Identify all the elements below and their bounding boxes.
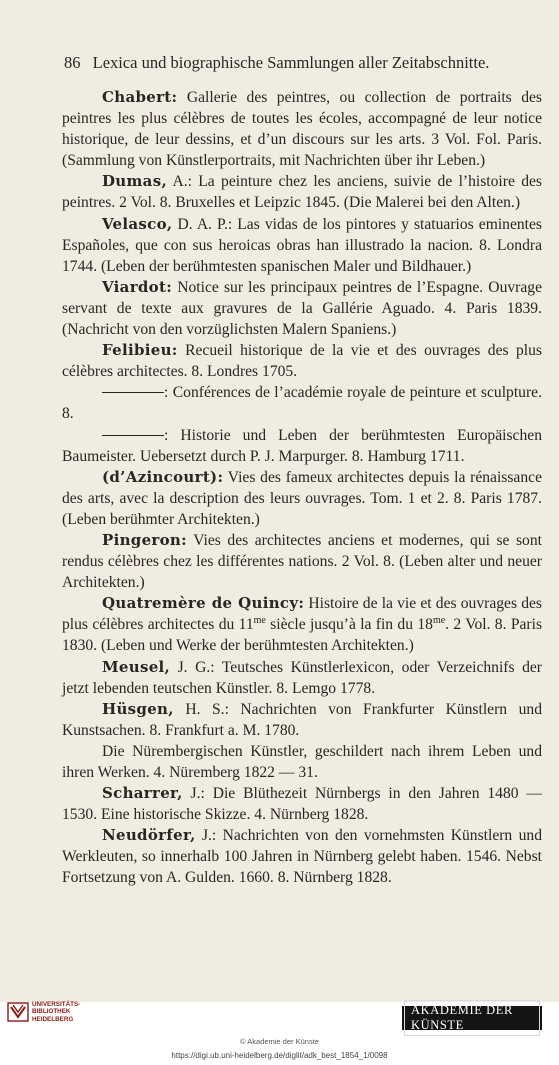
entry-text: : Historie und Leben der berühmtesten Europäischen Baumeister. Uebersetzt durch P. J. Marpurger. 8. Hamburg 1711. [62, 426, 542, 465]
entry-author: Meusel, [102, 657, 171, 676]
entry-author: Scharrer, [102, 784, 183, 803]
entry-text: D. A. P.: Las vidas de los pintores y statuarios eminentes Españoles, que con sus heroicas obras han illustrado la nacion. 8. Londra 1744. (Leben der berühmtesten spanischen Maler und Bildhauer.) [62, 215, 542, 275]
entry-text: J.: Die Blüthezeit Nürnbergs in den Jahren 1480 — 1530. Eine historische Skizze. 4. Nürnberg 1828. [62, 785, 542, 824]
library-name[interactable] [32, 1001, 80, 1023]
entry-meusel [62, 657, 542, 699]
entry-text: Notice sur les principaux peintres de l’Espagne. Ouvrage servant de texte aux gravures de la Gallérie Aguado. 4. Paris 1839. (Nachricht von den vorzüglichsten Malern Spaniens.) [62, 278, 542, 339]
entry-text: J. G.: Teutsches Künstlerlexicon, oder Verzeichnifs der jetzt lebenden teutschen Künstler. 8. Lemgo 1778. [62, 658, 542, 697]
running-title: Lexica und biographische Sammlungen aller Zeitabschnitte. [92, 53, 490, 72]
entry-author: Hüsgen, [102, 699, 174, 718]
entry-husgen [62, 699, 542, 741]
entry-text: Gallerie des peintres, ou collection de portraits des peintres les plus célèbres de toutes les écoles, accompagné de leur notice historique, de leur dessins, et d’un discours sur les arts. 3 Vol. Fol. Paris. (Sammlung von Künstlerportraits, mit Nachrichten über ihr Leben.) [62, 89, 542, 170]
entry-azincourt [62, 467, 542, 530]
akademie-badge[interactable] [402, 1003, 542, 1032]
page-number: 86 [64, 53, 81, 72]
entry-author: Velasco, [102, 214, 173, 233]
akademie-badge-label: AKADEMIE DER KÜNSTE [404, 1000, 540, 1036]
entry-text: Vies des architectes anciens et modernes, qui se sont rendus célèbres chez les différentes nations. 2 Vol. 8. (Leben alter und neuer Architekten.) [62, 531, 542, 592]
entry-text: A.: La peinture chez les anciens, suivie de l’histoire des peintres. 2 Vol. 8. Bruxelles et Leipzic 1845. (Die Malerei bei den Alten.) [62, 173, 542, 212]
entry-author: Pingeron: [102, 530, 187, 549]
superscript: me [253, 615, 266, 627]
entry-author: Quatremère de Quincy: [102, 594, 305, 613]
entry-felibieu-conferences [62, 382, 542, 424]
entry-author: Neudörfer, [102, 826, 196, 845]
entry-dumas [62, 171, 542, 213]
entry-velasco [62, 214, 542, 277]
entry-text: : Conférences de l’académie royale de peinture et sculpture. 8. [62, 384, 542, 423]
ditto-dash [102, 435, 164, 436]
entry-pingeron [62, 530, 542, 593]
library-name-line: HEIDELBERG [32, 1015, 74, 1023]
heidelberg-library-logo[interactable] [6, 997, 30, 1027]
entry-viardot [62, 277, 542, 340]
superscript: me [432, 615, 446, 627]
entry-text: J.: Nachrichten von den vornehmsten Künstlern und Werkleuten, so innerhalb 100 Jahren in Nürnberg gelebt haben. 1546. Nebst Fortsetzung von A. Gulden. 1660. 8. Nürnberg 1828. [62, 827, 542, 887]
entry-text: Recueil historique de la vie et des ouvrages des plus célèbres architectes. 8. Londres 1705. [62, 342, 542, 381]
library-seal-icon [6, 1000, 30, 1024]
entry-author: Felibieu: [102, 341, 178, 360]
running-header [64, 53, 504, 73]
ditto-dash [102, 392, 164, 393]
entry-author: Chabert: [102, 88, 178, 106]
entry-text: H. S.: Nachrichten von Frankfurter Künstlern und Kunstsachen. 8. Frankfurt a. M. 1780. [62, 700, 542, 739]
entry-text: Die Nürembergischen Künstler, geschildert nach ihrem Leben und ihren Werken. 4. Nüremberg 1822 — 31. [62, 742, 542, 781]
entry-nuremberg-kunstler [62, 741, 542, 783]
entry-felibieu-historie [62, 425, 542, 467]
entry-quatremere [62, 593, 542, 656]
permalink-url[interactable]: https://digi.ub.uni-heidelberg.de/diglit/adk_best_1854_1/0098 [171, 1051, 388, 1060]
entry-author: (d’Azincourt): [102, 467, 224, 486]
library-name-line: UNIVERSITÄTS- [32, 1001, 81, 1008]
entry-text: Histoire de la vie et des ouvrages des plus célèbres architectes du 11 [62, 595, 542, 634]
entry-text: Vies des fameux architectes depuis la rénaissance des arts, avec la description des leurs ouvrages. Tom. 1 et 2. 8. Paris 1787. (Leben berühmter Architekten.) [62, 468, 542, 528]
library-name-line: BIBLIOTHEK [32, 1008, 71, 1016]
entry-chabert [62, 87, 542, 171]
bibliography-list [62, 87, 542, 889]
entry-text: siècle jusqu’à la fin du 18 [265, 616, 433, 634]
entry-text: . 2 Vol. 8. Paris 1830. (Leben und Werke der berühmtesten Architekten.) [62, 616, 543, 655]
entry-scharrer [62, 783, 542, 825]
entry-neudorfer [62, 825, 542, 888]
entry-author: Dumas, [102, 172, 167, 191]
entry-author: Viardot: [102, 277, 173, 296]
entry-felibieu [62, 340, 542, 382]
copyright-text: © Akademie der Künste [240, 1037, 319, 1046]
